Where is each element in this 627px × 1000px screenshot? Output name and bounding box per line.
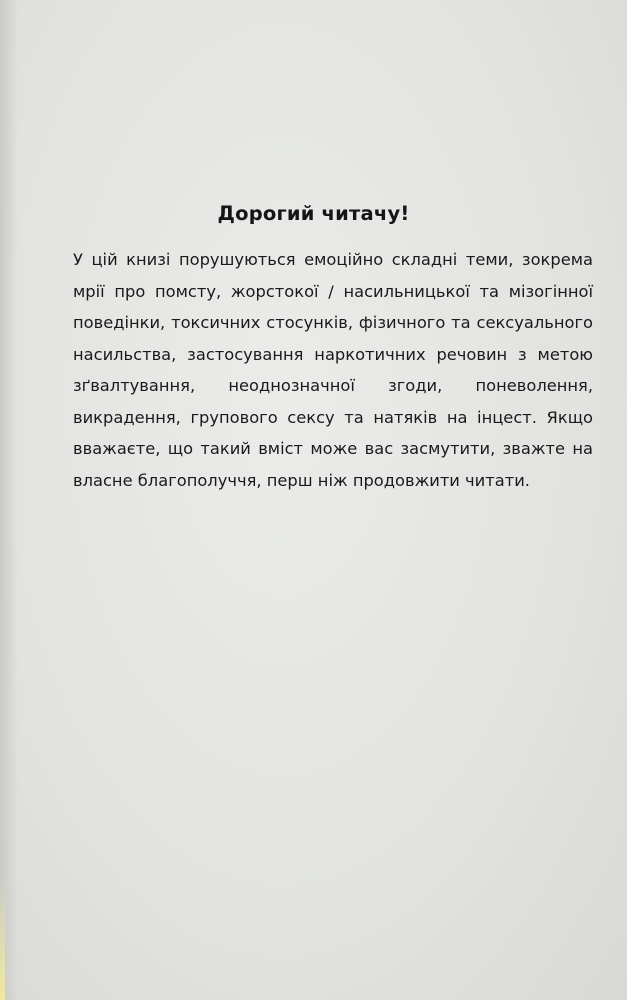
notice-body: У цій книзі порушуються емоційно складні теми, зокрема мрії про помсту, жорстокої / насильницької та мізогінної поведінки, токсичних стосунків, фізичного та сексуального насильства, застосування наркотичних речовин з метою зґвалтування, неоднозначної згоди, поневолення, викрадення, групового сексу та натяків на інцест. Якщо вважаєте, що такий вміст може вас засмутити, зважте на власне благополуччя, перш ніж продовжити читати. — [73, 250, 593, 490]
page-gutter-shadow — [0, 0, 18, 1000]
notice-title: Дорогий читачу! — [217, 202, 410, 226]
page-edge-mark — [0, 880, 5, 1000]
